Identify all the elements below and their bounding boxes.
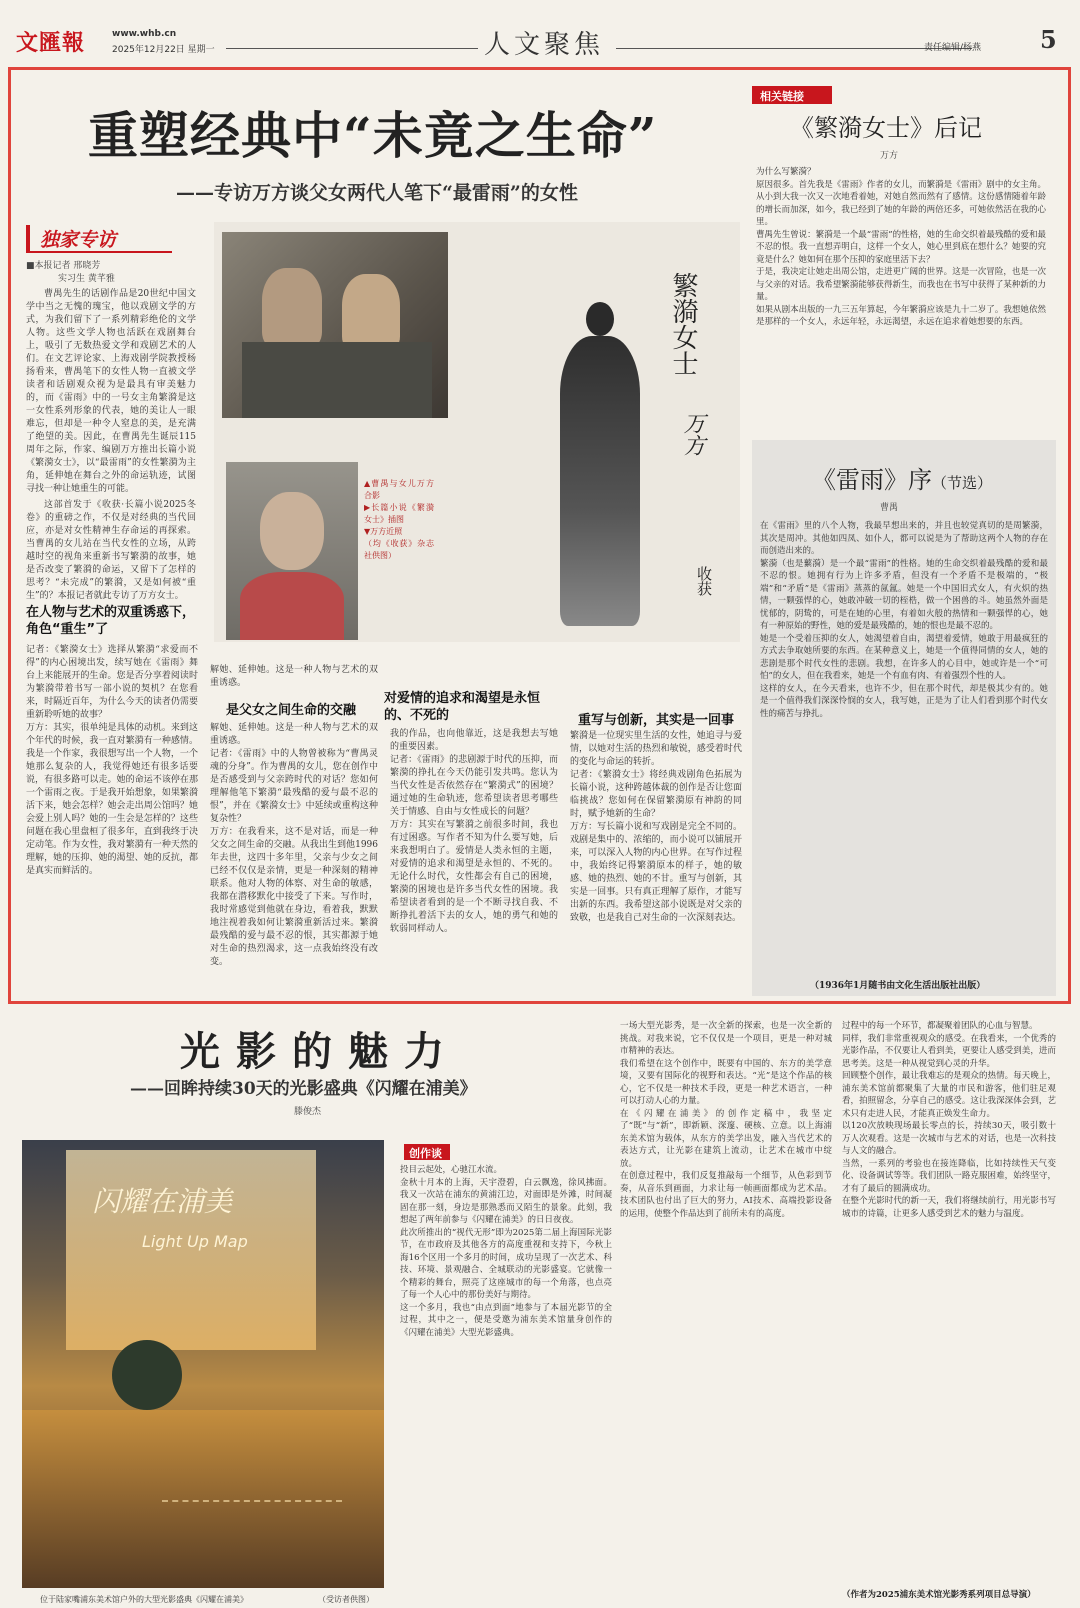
qipao-figure-head [586, 302, 614, 336]
water-reflection [22, 1410, 384, 1588]
figure-silhouette [342, 274, 400, 352]
masthead [0, 0, 1080, 60]
reflection-glow-text [162, 1500, 342, 1542]
photo-credit: （受访者供图） [318, 1595, 374, 1604]
q-heading-2: 是父女之间生命的交融 [226, 703, 357, 718]
feature-title: 重塑经典中“未竟之生命” [88, 106, 658, 165]
photo-caption-second: 位于陆家嘴浦东美术馆户外的大型光影盛典《闪耀在浦美》 [40, 1595, 248, 1604]
col3-body: 我的作品，也向他靠近，这是我想去写她的重要因素。 记者：《雷雨》的悲剧源于时代的压抑，而繁漪的挣扎在今天仍能引发共鸣。您认为当代女性是否依然存在“繁漪式”的困境？通过她的生命轨迹，您希望读者思考哪些关于情感、自由与女性成长的问题？ 万方：其实在写繁漪之前很多时间，我也有过困惑。写作者不知为什么要写她，后来我想明白了。爱情是人类永恒的主题，对爱情的追求和渴望是永恒的、不死的。无论什么时代，女性都会有自己的困境，繁漪的困境也是许多当代女性的困境。我希望读者看到的是一个不断寻找自我、不断挣扎着活下去的女人，她的勇气和她的软弱同样动人。 [390, 729, 558, 934]
q-heading-4: 重写与创新，其实是一回事 [578, 713, 735, 728]
page-editor: 责任编辑/杨燕 [924, 43, 982, 53]
col4-body: 繁漪是一位现实里生活的女性，她追寻与爱情，以她对生活的热烈和敏锐，感受着时代的变化与命运的转折。 记者：《繁漪女士》将经典戏剧角色拓展为长篇小说，这种跨越体裁的创作是否让您面临挑战？您如何在保留繁漪原有神韵的同时，赋予她新的生命？ 万方：写长篇小说和写戏剧是完全不同的。戏剧是集中的、浓缩的，而小说可以铺展开来，可以深入人物的内心世界。在写作过程中，我始终记得繁漪原本的样子，她的敏感、她的热烈、她的不甘。重写与创新，其实是一回事。只有真正理解了原作，才能写出新的东西。我希望这部小说既是对父亲的致敬，也是我自己对生命的一次深刻表达。 [570, 731, 742, 923]
q-heading-1: 在人物与艺术的双重诱惑下，角色“重生”了 [26, 605, 196, 637]
rule-left [226, 48, 478, 49]
lead-paragraph: 这部首发于《收获·长篇小说2025冬卷》的重磅之作，不仅是对经典的当代回应，亦是对女性精神生存命运的再探索。当曹禺的女儿站在当代女性的立场，从跨越时空的视角来重新书写繁漪的故事，她是否改变了繁漪的命运，又留下了怎样的思考？“未完成”的繁漪，又是如何被“重生”的？本报记者就此专访了万方女士。 [26, 500, 196, 600]
preface-title-text: 《雷雨》序 [812, 466, 932, 494]
novel-illustration [464, 236, 736, 636]
illustration-title: 繁漪女士 [668, 272, 698, 376]
preface-body: 在《雷雨》里的八个人物，我最早想出来的，并且也较觉真切的是周繁漪，其次是周冲。其他如四凤、如仆人，都可以说是为了帮助这两个人物的存在而创造出来的。 繁漪（也是蘩漪）是一个最“雷雨”的性格。她的生命交织着最残酷的爱和最不忍的恨。她拥有行为上许多矛盾，但没有一个矛盾不是极端的，“极端”和“矛盾”是《雷雨》蒸蒸的氤氲。她是一个中国旧式女人，有火炽的热情，一颗强悍的心，她敢冲破一切的桎梏，做一个困兽的斗。她虽然外面是忧郁的，阴鸷的，可是在她的心里，有着如火般的热情和一颗强悍的心，她有一种原始的野性，她的爱是最残酷的，她的恨也是最不忍的。 她是一个受着压抑的女人，她渴望着自由，渴望着爱情，她敢于用最疯狂的方式去争取她所要的东西。在某种意义上，她是一个值得同情的女人，她的悲剧是那个时代女性的悲剧。我想，在许多人的心目中，她或许是一个“可怕”的女人，但在我看来，她是一个有血有肉、有着强烈个性的人。 这样的女人，在今天看来，也许不少，但在那个时代，却是极其少有的。她是一个值得我们深深怜悯的女人，我写她，正是为了让人们看到那个时代女性的痛苦与挣扎。 [760, 521, 1048, 719]
figure-silhouette [260, 492, 324, 570]
afterword-author: 万方 [880, 151, 899, 161]
afterword-body: 为什么写繁漪？ 原因很多。首先我是《雷雨》作者的女儿，而繁漪是《雷雨》剧中的女主角。从小到大我一次又一次地看着她，对她自然而然有了感情。这份感情随着年龄的增长而加深，如今，我已经到了她的年龄的两倍还多，可她依然活在我的心里。 曹禺先生曾说：繁漪是一个最“雷雨”的性格，她的生命交织着最残酷的爱和最不忍的恨。我一直想弄明白，这样一个女人，她心里到底在想什么？她要的究竟是什么？她如何在那个压抑的家庭里活下去？ 于是，我决定让她走出周公馆，走进更广阔的世界。这是一次冒险，也是一次与父亲的对话。我希望繁漪能够获得新生，而我也在书写中获得了某种新的力量。 如果从剧本出版的一九三五年算起，今年繁漪应该是九十二岁了。我想她依然是那样的一个女人，永远年轻，永远渴望，永远在追求着她想要的东西。 [756, 167, 1046, 327]
rule-right [616, 48, 972, 49]
section-name: 人文聚焦 [484, 30, 605, 60]
projection-glow-subtext: Light Up Map [142, 1232, 248, 1251]
projection-glow-text: 闪耀在浦美 [92, 1185, 233, 1218]
illustration-author: 万方 [680, 412, 705, 456]
lead-column [26, 288, 196, 600]
qipao-figure-body [560, 336, 640, 626]
second-col3: 过程中的每一个环节，都凝聚着团队的心血与智慧。 同样，我们非常重视观众的感受。在我看来，一个优秀的光影作品，不仅要让人看到美，更要让人感受到美，进而思考美。这是一种从视觉到心灵的升华。 回顾整个创作，最让我难忘的是观众的热情。每天晚上，浦东美术馆前都聚集了大量的市民和游客，他们驻足观看，拍照留念，分享自己的感受。这让我深深体会到，艺术只有走进人民，才能真正焕发生命力。 以120次放映现场最长零点的长，持续30天，吸引数十万人次观看。这是一次城市与艺术的对话，也是一次科技与人文的融合。 当然，一系列的考验也在接连降临，比如持续性天气变化、设备调试等等。我们团队一路克服困难，始终坚守，才有了最后的圆满成功。 在整个光影时代的新一天，我们将继续前行，用光影书写城市的诗篇，让更多人感受到艺术的魅力与温度。 [842, 1021, 1056, 1219]
issue-date: 2025年12月22日 星期一 [112, 45, 215, 55]
site-url: www.whb.cn [112, 29, 177, 39]
second-title: 光影的魅力 [180, 1028, 460, 1075]
preface-title [812, 460, 992, 495]
related-link-label: 相关链接 [760, 90, 804, 103]
q-heading-3: 对爱情的追求和渴望是永恒的、不死的 [384, 691, 541, 723]
figure-silhouette [262, 268, 322, 348]
second-col1: 投目云起处，心驰江水流。 金秋十月本的上海，天宇澄碧，白云飘逸，徐风拂面。我又一次站在浦东的黄浦江边，对面即是外滩，时间凝固在那一刻，身边是那熟悉而又陌生的景象。此刻，我想起了两年前参与《闪耀在浦美》的日日夜夜。 此次所推出的“视代无形”即为2025第二届上海国际光影节，在市政府及其他各方的高度重视和支持下，今秋上海16个区用一个多月的时间，成功呈现了一次艺术、科技、环境、景观融合、全城联动的光影盛宴。它就像一个精彩的舞台，照亮了这座城市的每一个角落，也点亮了每一个人心中的那份美好与期待。 这一个多月，我也“由点到面”地参与了本届光影节的全过程，其中之一，便是受邀为浦东美术馆量身创作的《闪耀在浦美》大型光影盛典。 [400, 1165, 612, 1338]
photo-cao-yu-and-daughter [222, 232, 448, 418]
col1-body: 记者：《繁漪女士》选择从繁漪“求爱而不得”的内心困境出发，续写她在《雷雨》舞台上来能展开的生命。您是否分享着阅读时为繁漪带着书写一部小说的契机？在您看来，时隔近百年，为什么今天的读者仍需要重新聆听她的故事？ 万方：其实，很单纯是具体的动机。来到这个年代的时候，我一直对繁漪有一种感情。我是一个作家，我很想写出一个人物，一个她那么复杂的人，我觉得她还有很多话要说，有很多路可以走。她的命运不该停在那一个雷雨之夜。于是我开始想象，如果繁漪活下来，她会怎样？她会走出周公馆吗？她会爱上别人吗？她的一生会是怎样的？这些问题在我心里盘桓了很多年，直到我终于决定动笔。作为女性，我对繁漪有一种天然的理解，她的压抑、她的渴望、她的反抗，都是真实而鲜活的。 [26, 645, 198, 876]
creation-talk-label: 创作谈 [409, 1147, 442, 1160]
second-col2: 一场大型光影秀，是一次全新的探索，也是一次全新的挑战。对我来说，它不仅仅是一个项目，更是一种对城市精神的表达。 我们希望在这个创作中，既要有中国的、东方的美学意境，又要有国际化的视野和表达。“光”是这个作品的核心，它不仅是一种技术手段，更是一种艺术语言，一种可以打动人心的力量。 在《闪耀在浦美》的创作定稿中，我坚定了“既”与“新”，即新颖、深邃、硬核、立意。以上海浦东美术馆为载体，从东方的美学出发，融入当代艺术的表达方式，让光影在建筑上流动，让艺术在城市中绽放。 在创意过程中，我们反复推敲每一个细节，从色彩到节奏，从音乐到画面，力求让每一帧画面都成为艺术品。技术团队也付出了巨大的努力，AI技术、高端投影设备的运用，使整个作品达到了前所未有的高度。 [620, 1021, 832, 1219]
tree-silhouette [112, 1340, 182, 1410]
photo-composite [214, 222, 740, 642]
lead-paragraph: 曹禺先生的话剧作品是20世纪中国文学中当之无愧的瑰宝，他以戏剧文学的方式，为我们留下了一系列精彩绝伦的文学人物。这些文学人物也活跃在戏剧舞台上，吸引了无数热爱文学和戏剧艺术的人们。在文艺评论家、上海戏剧学院教授杨扬看来，曹禺笔下的女性人物一直被文学读者和话剧观众视为是最具有审美魅力的，而《雷雨》中的一号女主角繁漪是这一女性系列形象的代表，她的美让人一眼难忘，但却是一种令人窒息的美，是充满了绝望的美。因此，在曹禺先生诞辰115周年之际，作家、编剧万方推出长篇小说《繁漪女士》，以“最雷雨”的女性繁漪为主角，延伸她在舞台之外的命运轨迹，试图寻找一种让她重生的可能。 [26, 289, 196, 494]
intern-byline: 实习生 黄芊雅 [58, 274, 115, 284]
exclusive-interview-label: 独家专访 [40, 229, 117, 251]
second-footer-note: （作者为2025浦东美术馆光影秀系列项目总导演） [842, 1590, 1036, 1600]
photo-caption: ▲曹禺与女儿万方合影 ▶长篇小说《繁漪女士》插图 ▼万方近照 （均《收获》杂志社供图） [364, 479, 434, 560]
figure-body [240, 572, 344, 640]
preface-author: 曹禺 [880, 503, 899, 513]
newspaper-logo: 文匯報 [16, 30, 86, 56]
reporter-byline: ■本报记者 邢晓芳 [26, 261, 101, 271]
feature-subtitle: ——专访万方谈父女两代人笔下“最雷雨”的女性 [176, 182, 578, 204]
col2-body: 解她、延伸她。这是一种人物与艺术的双重诱惑。 记者：《雷雨》中的人物曾被称为“曹禺灵魂的分身”。作为曹禺的女儿，您在创作中是否感受到与父亲跨时代的对话？您如何理解他笔下繁漪“最残酷的爱与最不忍的恨”，并在《繁漪女士》中延续或重构这种复杂性？ 万方：在我看来，这不是对话，而是一种父女之间生命的交融。从我出生到他1996年去世，这四十多年里，父亲与少女之间已经不仅仅是亲情，更是一种深刻的精神联系。他对人物的体察、对生命的敏感，我都在潜移默化中接受了下来。写作时，我时常感觉到他就在身边，看着我，默默地注视着我如何让繁漪重新活过来。繁漪最残酷的爱与最不忍的恨，其实都源于她对生命的热烈渴求，这一点我始终没有改变。 [210, 723, 378, 967]
light-show-photo [22, 1140, 384, 1588]
related-link-tag [752, 86, 832, 104]
col2-top [210, 664, 378, 694]
afterword-title: 《繁漪女士》后记 [790, 114, 982, 142]
photo-wan-fang [226, 462, 358, 640]
page-number: 5 [1040, 25, 1057, 54]
preface-title-note: （节选） [932, 474, 993, 492]
second-subtitle: ——回眸持续30天的光影盛典《闪耀在浦美》 [130, 1079, 477, 1099]
second-author: 滕俊杰 [294, 1107, 322, 1117]
preface-source: （1936年1月随书由文化生活出版社出版） [810, 981, 986, 991]
illustration-seal: 收获 [695, 566, 713, 596]
exclusive-interview-tag [26, 225, 172, 253]
col2-lead-text: 解她、延伸她。这是一种人物与艺术的双重诱惑。 [210, 665, 378, 688]
figure-body [242, 342, 432, 418]
creation-talk-tag [404, 1144, 450, 1160]
